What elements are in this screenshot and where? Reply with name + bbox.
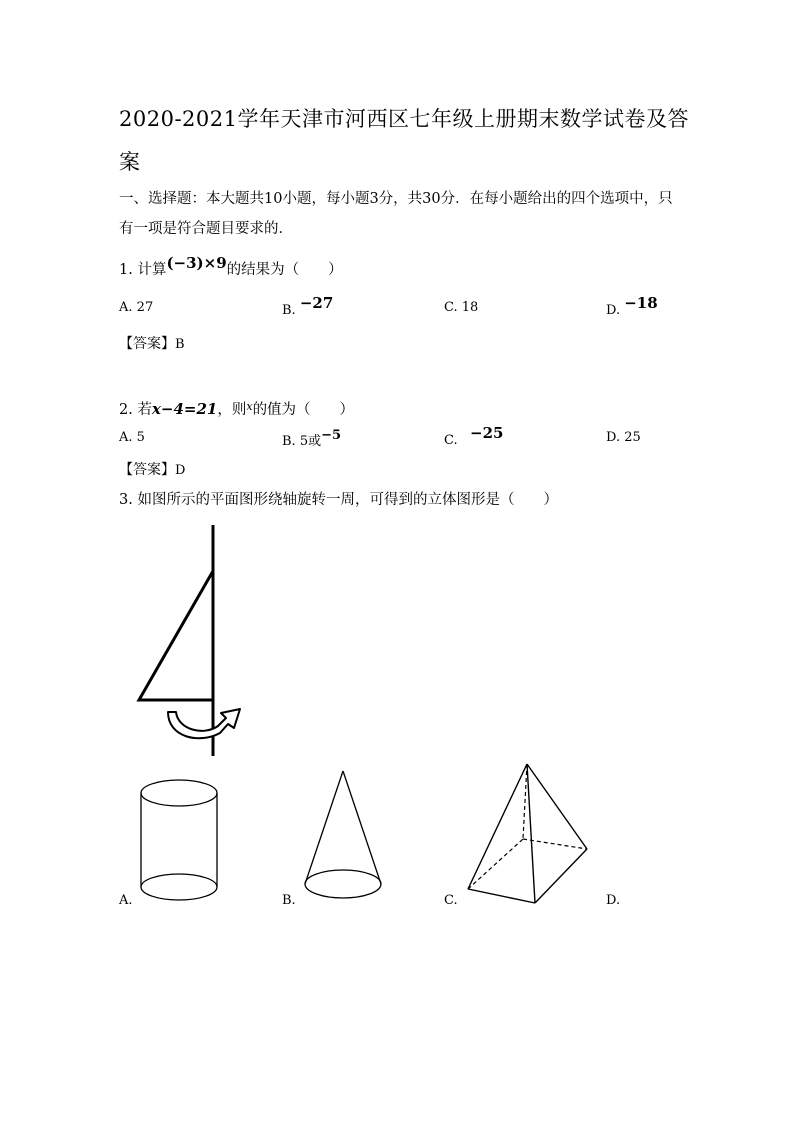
question-2-mid: ，则 <box>217 402 247 418</box>
option-value: 5或 <box>299 434 322 449</box>
option-math: −25 <box>470 424 504 442</box>
answer-value: B <box>175 337 185 352</box>
section-instructions-continued: 有一项是符合题目要求的． <box>119 221 293 237</box>
question-3-option-a: A. <box>119 893 133 908</box>
option-label: D. <box>606 303 621 318</box>
option-label: D. <box>606 430 621 445</box>
question-3-stem: 3. 如图所示的平面图形绕轴旋转一周，可得到的立体图形是（ ） <box>119 492 558 508</box>
option-label: C. <box>444 433 458 448</box>
option-label: B. <box>282 434 296 449</box>
question-3-option-b: B. <box>282 893 296 908</box>
question-2-expression: x−4=21 <box>151 400 218 418</box>
option-value: 18 <box>461 300 479 315</box>
option-label: A. <box>119 300 133 315</box>
option-value: 5 <box>136 430 145 445</box>
option-value: 27 <box>136 300 154 315</box>
question-2-suffix: 的值为（ ） <box>252 402 355 418</box>
answer-tag: 【答案】 <box>119 462 175 478</box>
answer-tag: 【答案】 <box>119 336 175 352</box>
question-1-prefix: 1. 计算 <box>119 262 167 278</box>
question-3-option-d: D. <box>606 893 621 908</box>
option-label: B. <box>282 303 296 318</box>
option-math: −5 <box>321 428 342 443</box>
page-title-continued: 案 <box>119 150 141 174</box>
question-1-suffix: 的结果为（ ） <box>226 262 343 278</box>
question-1-expression: (−3)×9 <box>166 254 227 272</box>
question-2-variable: x <box>246 400 253 413</box>
option-value: −18 <box>624 294 658 312</box>
page-title: 2020-2021学年天津市河西区七年级上册期末数学试卷及答 <box>119 107 689 131</box>
question-3-option-c: C. <box>444 893 458 908</box>
option-value: 25 <box>624 430 641 445</box>
option-label: C. <box>444 300 458 315</box>
section-instructions: 一、选择题：本大题共10小题，每小题3分，共30分．在每小题给出的四个选项中，只 <box>119 191 673 207</box>
option-label: A. <box>119 430 133 445</box>
option-value: −27 <box>299 294 334 312</box>
question-2-prefix: 2. 若 <box>119 402 152 418</box>
answer-value: D <box>175 463 186 478</box>
